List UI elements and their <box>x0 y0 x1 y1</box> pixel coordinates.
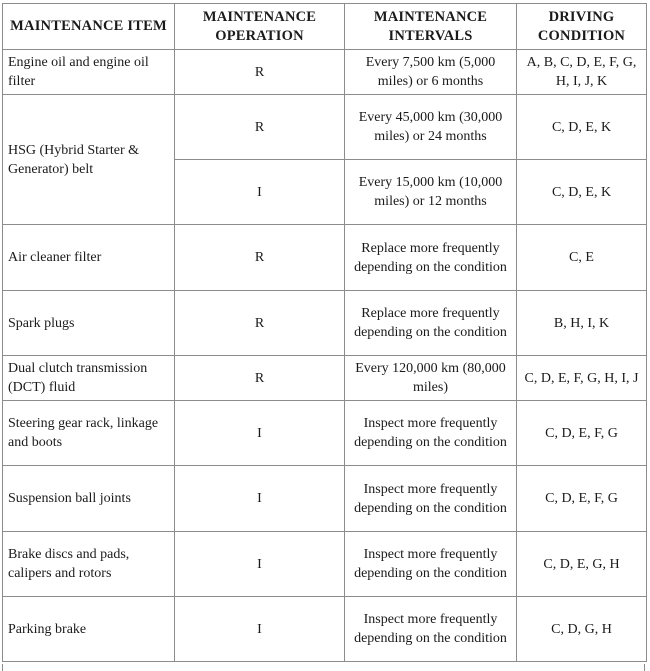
interval-cell: Every 120,000 km (80,000 miles) <box>345 356 517 401</box>
operation-cell: R <box>175 225 345 291</box>
operation-cell: R <box>175 95 345 160</box>
header-maintenance-intervals: MAINTENANCE INTERVALS <box>345 4 517 50</box>
condition-cell: C, D, E, K <box>517 95 647 160</box>
interval-cell: Inspect more frequently depending on the condition <box>345 597 517 662</box>
operation-cell: I <box>175 160 345 225</box>
maintenance-item-cell: Brake discs and pads, calipers and rotors <box>3 532 175 597</box>
maintenance-item-cell: Air cleaner filter <box>3 225 175 291</box>
table-row <box>3 291 647 356</box>
condition-cell: B, H, I, K <box>517 291 647 356</box>
header-maintenance-item: MAINTENANCE ITEM <box>3 4 175 50</box>
interval-cell: Replace more frequently depending on the condition <box>345 291 517 356</box>
interval-cell: Every 15,000 km (10,000 miles) or 12 months <box>345 160 517 225</box>
table-row <box>3 225 647 291</box>
maintenance-item-cell: Steering gear rack, linkage and boots <box>3 401 175 466</box>
table-continuation <box>2 664 645 671</box>
table-row <box>3 50 647 95</box>
operation-cell: R <box>175 356 345 401</box>
operation-cell: I <box>175 401 345 466</box>
condition-cell: C, D, G, H <box>517 597 647 662</box>
interval-cell: Inspect more frequently depending on the condition <box>345 466 517 532</box>
interval-cell: Replace more frequently depending on the condition <box>345 225 517 291</box>
table-row <box>3 95 647 160</box>
operation-cell: I <box>175 532 345 597</box>
condition-cell: C, D, E, G, H <box>517 532 647 597</box>
condition-cell: C, D, E, K <box>517 160 647 225</box>
operation-cell: I <box>175 597 345 662</box>
header-driving-condition: DRIVING CONDITION <box>517 4 647 50</box>
interval-cell: Inspect more frequently depending on the condition <box>345 401 517 466</box>
maintenance-item-cell: HSG (Hybrid Starter & Generator) belt <box>3 95 175 225</box>
condition-cell: C, E <box>517 225 647 291</box>
table-row <box>3 597 647 662</box>
maintenance-item-cell: Suspension ball joints <box>3 466 175 532</box>
header-maintenance-operation: MAINTENANCE OPERATION <box>175 4 345 50</box>
condition-cell: C, D, E, F, G, H, I, J <box>517 356 647 401</box>
maintenance-schedule-table <box>2 3 647 662</box>
table-row <box>3 466 647 532</box>
operation-cell: R <box>175 50 345 95</box>
interval-cell: Every 7,500 km (5,000 miles) or 6 months <box>345 50 517 95</box>
condition-cell: A, B, C, D, E, F, G, H, I, J, K <box>517 50 647 95</box>
operation-cell: I <box>175 466 345 532</box>
table-row <box>3 356 647 401</box>
table-row <box>3 532 647 597</box>
condition-cell: C, D, E, F, G <box>517 466 647 532</box>
maintenance-item-cell: Spark plugs <box>3 291 175 356</box>
table-row <box>3 401 647 466</box>
interval-cell: Inspect more frequently depending on the condition <box>345 532 517 597</box>
maintenance-item-cell: Engine oil and engine oil filter <box>3 50 175 95</box>
operation-cell: R <box>175 291 345 356</box>
table-body <box>3 50 647 662</box>
maintenance-item-cell: Parking brake <box>3 597 175 662</box>
header-row <box>3 4 647 50</box>
interval-cell: Every 45,000 km (30,000 miles) or 24 months <box>345 95 517 160</box>
condition-cell: C, D, E, F, G <box>517 401 647 466</box>
maintenance-item-cell: Dual clutch transmission (DCT) fluid <box>3 356 175 401</box>
